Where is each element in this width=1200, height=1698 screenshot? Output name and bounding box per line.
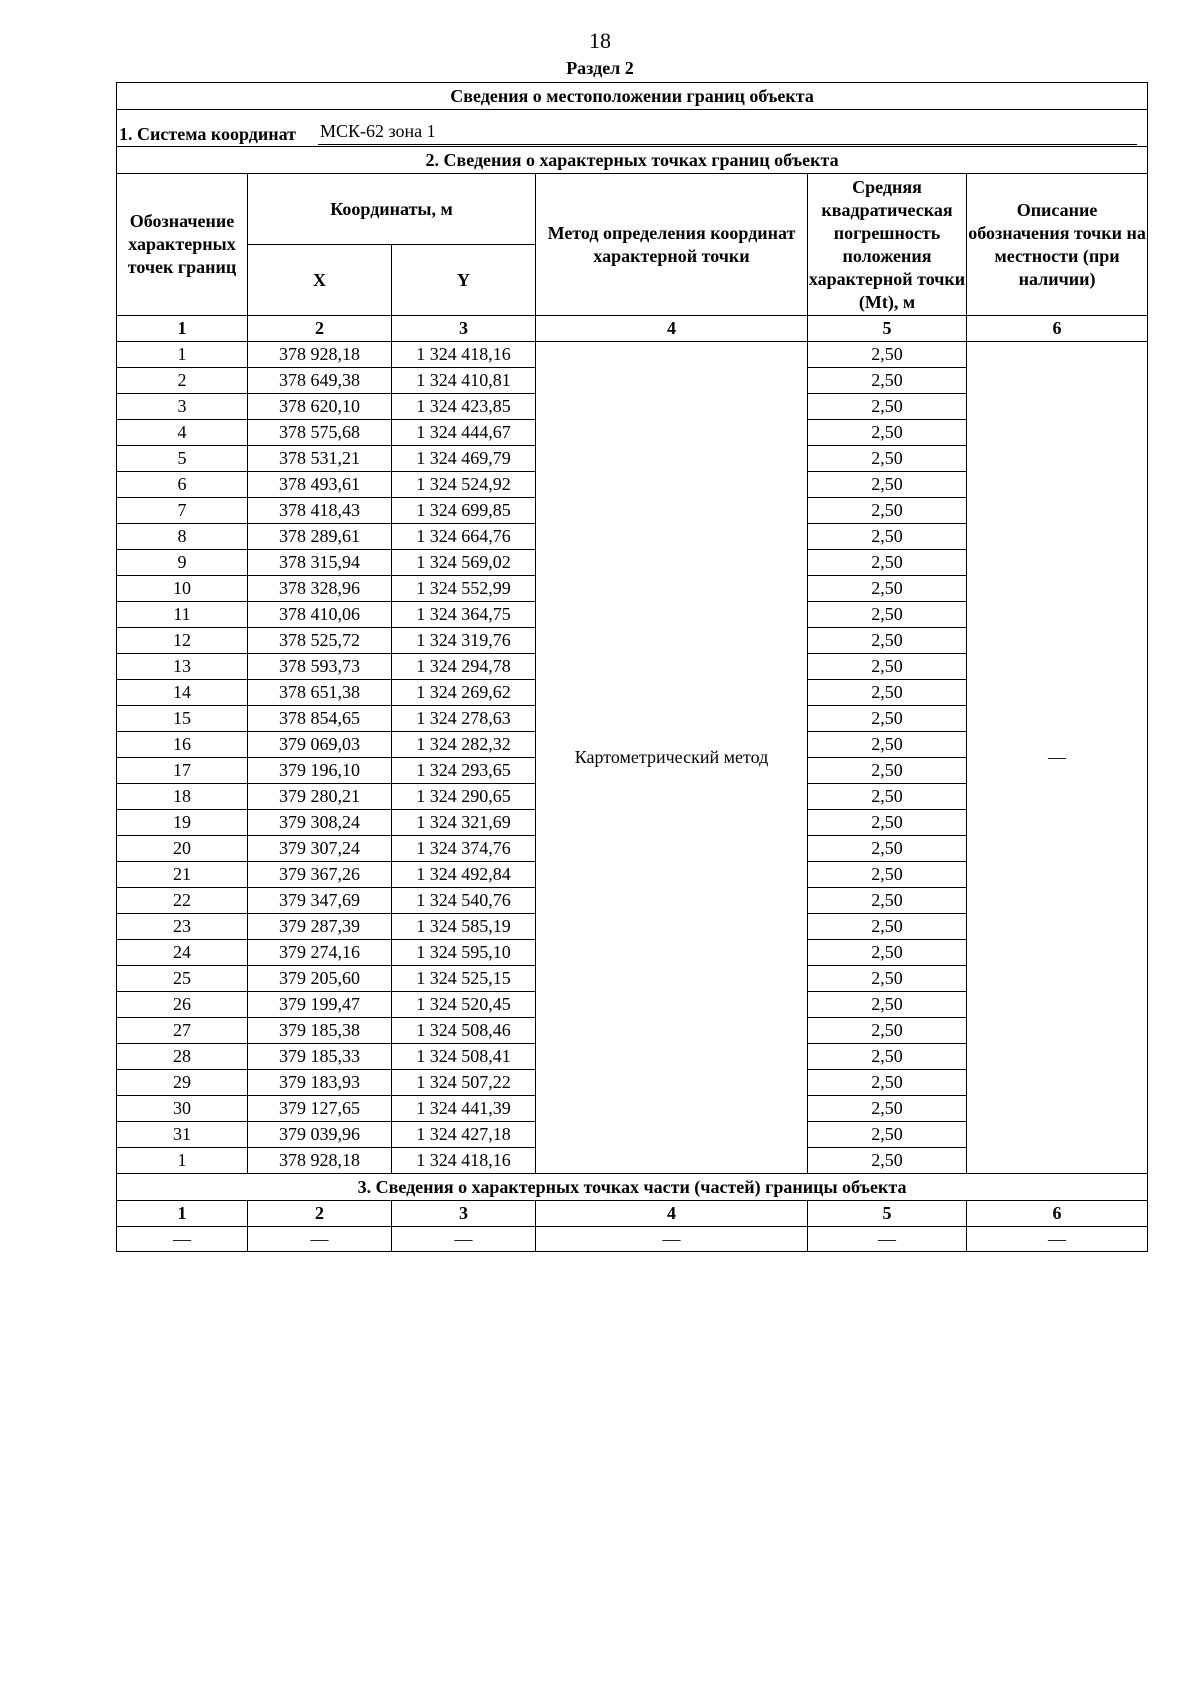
point-error: 2,50 (808, 888, 967, 914)
column-numbers-row-part (117, 1201, 1148, 1227)
point-number: 6 (117, 472, 248, 498)
point-error: 2,50 (808, 706, 967, 732)
point-error: 2,50 (808, 1122, 967, 1148)
point-error: 2,50 (808, 1096, 967, 1122)
part-column-number-2: 2 (248, 1201, 392, 1227)
point-number: 1 (117, 342, 248, 368)
method-cell: Картометрический метод (536, 342, 808, 1174)
point-x: 379 347,69 (248, 888, 392, 914)
point-x: 379 127,65 (248, 1096, 392, 1122)
point-error: 2,50 (808, 940, 967, 966)
column-number-6: 6 (967, 316, 1148, 342)
point-x: 378 651,38 (248, 680, 392, 706)
point-y: 1 324 290,65 (392, 784, 536, 810)
point-x: 379 308,24 (248, 810, 392, 836)
point-x: 378 649,38 (248, 368, 392, 394)
point-error: 2,50 (808, 862, 967, 888)
point-y: 1 324 507,22 (392, 1070, 536, 1096)
coordinate-system-value: МСК-62 зона 1 (318, 121, 1137, 145)
column-numbers-row (117, 316, 1148, 342)
point-error: 2,50 (808, 810, 967, 836)
subsection-2-title: 2. Сведения о характерных точках границ объекта (117, 147, 1148, 174)
point-y: 1 324 585,19 (392, 914, 536, 940)
part-cell-6: — (967, 1227, 1148, 1252)
part-column-number-4: 4 (536, 1201, 808, 1227)
boundary-table (116, 82, 1148, 1252)
point-x: 378 418,43 (248, 498, 392, 524)
point-y: 1 324 525,15 (392, 966, 536, 992)
table-row (117, 342, 1148, 368)
point-y: 1 324 294,78 (392, 654, 536, 680)
point-number: 30 (117, 1096, 248, 1122)
point-y: 1 324 595,10 (392, 940, 536, 966)
point-x: 379 185,38 (248, 1018, 392, 1044)
part-cell-2: — (248, 1227, 392, 1252)
header-coordinates: Координаты, м (248, 174, 536, 245)
point-number: 14 (117, 680, 248, 706)
point-error: 2,50 (808, 1070, 967, 1096)
part-cell-3: — (392, 1227, 536, 1252)
point-error: 2,50 (808, 394, 967, 420)
point-x: 379 183,93 (248, 1070, 392, 1096)
boundary-document (116, 82, 1147, 1252)
point-x: 379 287,39 (248, 914, 392, 940)
header-error: Средняя квадратическая погрешность положения характерной точки (Mt), м (808, 174, 967, 316)
point-number: 27 (117, 1018, 248, 1044)
point-error: 2,50 (808, 498, 967, 524)
header-description: Описание обозначения точки на местности (при наличии) (967, 174, 1148, 316)
point-error: 2,50 (808, 576, 967, 602)
point-number: 2 (117, 368, 248, 394)
point-number: 22 (117, 888, 248, 914)
point-y: 1 324 508,41 (392, 1044, 536, 1070)
point-y: 1 324 293,65 (392, 758, 536, 784)
point-y: 1 324 552,99 (392, 576, 536, 602)
part-cell-5: — (808, 1227, 967, 1252)
column-number-5: 5 (808, 316, 967, 342)
point-x: 378 493,61 (248, 472, 392, 498)
point-number: 29 (117, 1070, 248, 1096)
point-number: 25 (117, 966, 248, 992)
point-error: 2,50 (808, 368, 967, 394)
point-error: 2,50 (808, 602, 967, 628)
point-number: 28 (117, 1044, 248, 1070)
point-error: 2,50 (808, 550, 967, 576)
point-x: 378 575,68 (248, 420, 392, 446)
header-method: Метод определения координат характерной точки (536, 174, 808, 316)
point-number: 20 (117, 836, 248, 862)
part-column-number-3: 3 (392, 1201, 536, 1227)
header-y: Y (392, 245, 536, 316)
description-cell: — (967, 342, 1148, 1174)
point-x: 379 307,24 (248, 836, 392, 862)
header-designation: Обозначение характерных точек границ (117, 174, 248, 316)
point-y: 1 324 520,45 (392, 992, 536, 1018)
point-number: 8 (117, 524, 248, 550)
point-y: 1 324 418,16 (392, 1148, 536, 1174)
section-title: Раздел 2 (566, 58, 634, 78)
column-number-3: 3 (392, 316, 536, 342)
point-x: 379 280,21 (248, 784, 392, 810)
part-column-number-5: 5 (808, 1201, 967, 1227)
point-x: 378 328,96 (248, 576, 392, 602)
point-x: 378 410,06 (248, 602, 392, 628)
point-x: 378 593,73 (248, 654, 392, 680)
point-error: 2,50 (808, 914, 967, 940)
point-y: 1 324 282,32 (392, 732, 536, 758)
point-y: 1 324 524,92 (392, 472, 536, 498)
table-title: Сведения о местоположении границ объекта (117, 83, 1148, 110)
point-error: 2,50 (808, 446, 967, 472)
point-number: 16 (117, 732, 248, 758)
part-column-number-1: 1 (117, 1201, 248, 1227)
point-error: 2,50 (808, 524, 967, 550)
point-error: 2,50 (808, 1148, 967, 1174)
point-x: 378 854,65 (248, 706, 392, 732)
point-x: 379 205,60 (248, 966, 392, 992)
point-y: 1 324 699,85 (392, 498, 536, 524)
point-error: 2,50 (808, 628, 967, 654)
point-number: 21 (117, 862, 248, 888)
point-error: 2,50 (808, 1044, 967, 1070)
point-number: 24 (117, 940, 248, 966)
point-y: 1 324 444,67 (392, 420, 536, 446)
point-y: 1 324 469,79 (392, 446, 536, 472)
point-x: 378 928,18 (248, 342, 392, 368)
point-x: 378 620,10 (248, 394, 392, 420)
point-y: 1 324 441,39 (392, 1096, 536, 1122)
point-y: 1 324 374,76 (392, 836, 536, 862)
point-number: 18 (117, 784, 248, 810)
point-error: 2,50 (808, 1018, 967, 1044)
point-number: 5 (117, 446, 248, 472)
part-cell-1: — (117, 1227, 248, 1252)
point-x: 378 315,94 (248, 550, 392, 576)
point-y: 1 324 278,63 (392, 706, 536, 732)
point-y: 1 324 569,02 (392, 550, 536, 576)
point-y: 1 324 410,81 (392, 368, 536, 394)
point-error: 2,50 (808, 680, 967, 706)
point-number: 7 (117, 498, 248, 524)
point-number: 1 (117, 1148, 248, 1174)
point-number: 23 (117, 914, 248, 940)
page-number: 18 (589, 28, 611, 53)
point-number: 19 (117, 810, 248, 836)
point-number: 3 (117, 394, 248, 420)
point-y: 1 324 423,85 (392, 394, 536, 420)
point-x: 379 199,47 (248, 992, 392, 1018)
point-x: 379 274,16 (248, 940, 392, 966)
point-y: 1 324 269,62 (392, 680, 536, 706)
point-y: 1 324 664,76 (392, 524, 536, 550)
point-error: 2,50 (808, 342, 967, 368)
point-y: 1 324 427,18 (392, 1122, 536, 1148)
point-number: 31 (117, 1122, 248, 1148)
point-y: 1 324 540,76 (392, 888, 536, 914)
point-error: 2,50 (808, 966, 967, 992)
point-error: 2,50 (808, 992, 967, 1018)
point-y: 1 324 508,46 (392, 1018, 536, 1044)
point-error: 2,50 (808, 420, 967, 446)
point-x: 379 185,33 (248, 1044, 392, 1070)
point-y: 1 324 418,16 (392, 342, 536, 368)
subsection-3-title: 3. Сведения о характерных точках части (частей) границы объекта (117, 1174, 1148, 1201)
point-error: 2,50 (808, 732, 967, 758)
point-y: 1 324 319,76 (392, 628, 536, 654)
point-error: 2,50 (808, 758, 967, 784)
point-number: 11 (117, 602, 248, 628)
point-x: 378 525,72 (248, 628, 392, 654)
point-error: 2,50 (808, 472, 967, 498)
point-number: 26 (117, 992, 248, 1018)
part-cell-4: — (536, 1227, 808, 1252)
point-y: 1 324 321,69 (392, 810, 536, 836)
point-number: 9 (117, 550, 248, 576)
point-x: 378 928,18 (248, 1148, 392, 1174)
point-x: 379 069,03 (248, 732, 392, 758)
point-number: 13 (117, 654, 248, 680)
point-y: 1 324 492,84 (392, 862, 536, 888)
coordinate-system-label: 1. Система координат (119, 124, 296, 144)
point-error: 2,50 (808, 836, 967, 862)
column-number-2: 2 (248, 316, 392, 342)
point-x: 379 367,26 (248, 862, 392, 888)
column-number-1: 1 (117, 316, 248, 342)
point-error: 2,50 (808, 654, 967, 680)
part-row (117, 1227, 1148, 1252)
point-number: 15 (117, 706, 248, 732)
point-number: 10 (117, 576, 248, 602)
point-x: 378 531,21 (248, 446, 392, 472)
point-x: 378 289,61 (248, 524, 392, 550)
point-x: 379 039,96 (248, 1122, 392, 1148)
column-number-4: 4 (536, 316, 808, 342)
point-number: 4 (117, 420, 248, 446)
point-number: 12 (117, 628, 248, 654)
point-x: 379 196,10 (248, 758, 392, 784)
header-x: X (248, 245, 392, 316)
point-number: 17 (117, 758, 248, 784)
point-y: 1 324 364,75 (392, 602, 536, 628)
coordinate-system-row (117, 110, 1148, 147)
point-error: 2,50 (808, 784, 967, 810)
part-column-number-6: 6 (967, 1201, 1148, 1227)
